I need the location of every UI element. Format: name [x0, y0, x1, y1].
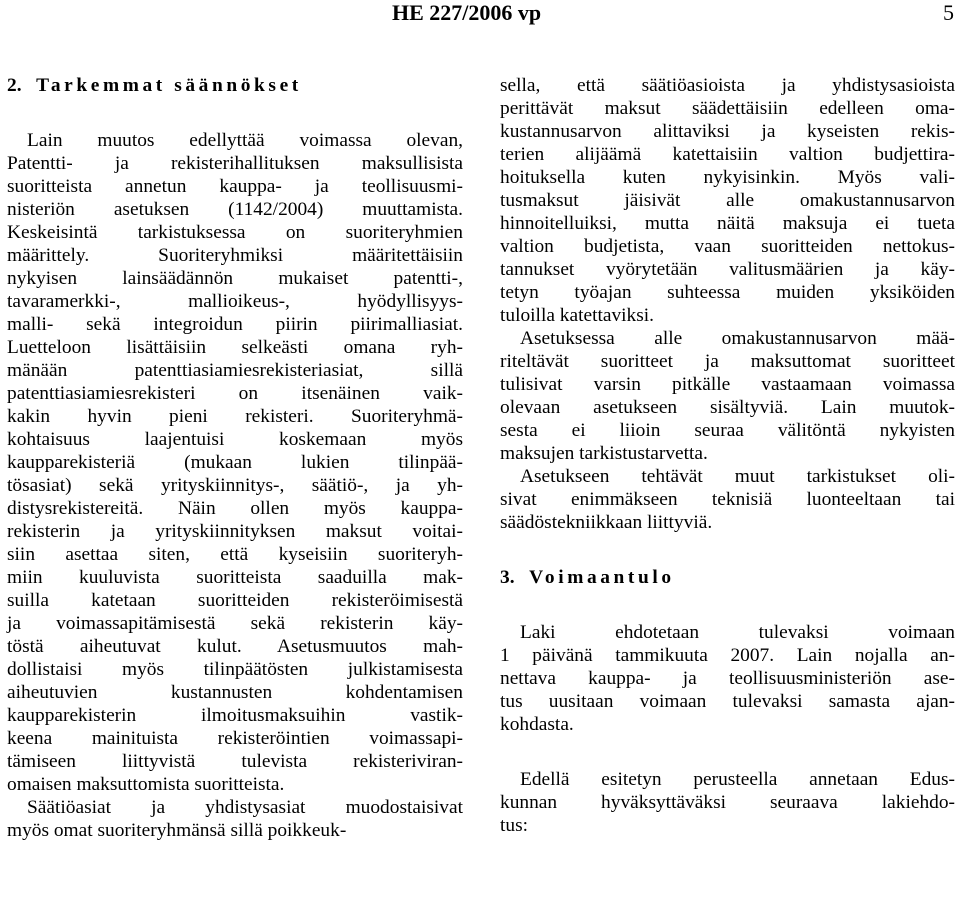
text-line: Edellä esitetyn perusteella annetaan Edus- [520, 769, 955, 790]
text-line: suilla katetaan suoritteiden rekisteröimisestä [7, 590, 463, 611]
text-line: kakin hyvin pieni rekisteri. Suoriteryhmä- [7, 406, 463, 427]
paragraph [500, 74, 955, 327]
text-line: Laki ehdotetaan tulevaksi voimaan [520, 622, 955, 643]
text-line: tannukset vyörytetään valitusmäärien ja käy- [500, 259, 955, 280]
text-line: terien alijäämä katettaisiin valtion budjettira- [500, 144, 955, 165]
text-line: valtion budjetista, vaan suoritteiden nettokus- [500, 236, 955, 257]
text-line: kaupparekisterin ilmoitusmaksuihin vastik- [7, 705, 463, 726]
paragraph [500, 465, 955, 534]
text-line: tavaramerkki-, mallioikeus-, hyödyllisyys- [7, 291, 463, 312]
paragraph [7, 129, 463, 796]
text-line: distysrekistereitä. Näin ollen myös kauppa- [7, 498, 463, 519]
paragraph [500, 768, 955, 837]
text-line: sesta ei liioin seuraa välitöntä nykyisten [500, 420, 955, 441]
paragraph [500, 621, 955, 736]
text-line: sivat enimmäkseen teknisiä luonteeltaan tai [500, 489, 955, 510]
text-line: 1 päivänä tammikuuta 2007. Lain nojalla an- [500, 645, 955, 666]
paragraph [500, 327, 955, 465]
text-line: hoituksella kuten nykyisinkin. Myös vali- [500, 167, 955, 188]
text-line: tus uusitaan voimaan tulevaksi samasta ajan- [500, 691, 955, 712]
text-line: tusmaksut jäisivät alle omakustannusarvon [500, 190, 955, 211]
text-line: kaupparekisteriä (mukaan lukien tilinpää- [7, 452, 463, 473]
text-line: tus: [500, 815, 529, 836]
text-line: säädöstekniikkaan liittyviä. [500, 512, 713, 533]
text-line: rekisterin ja yrityskiinnityksen maksut voitai- [7, 521, 463, 542]
text-line: mänään patenttiasiamiesrekisteriasiat, sillä [7, 360, 463, 381]
text-line: riteltävät suoritteet ja maksuttomat suoritteet [500, 351, 955, 372]
text-line: määrittely. Suoriteryhmiksi määritettäisiin [7, 245, 463, 266]
section-title: Voimaantulo [529, 567, 675, 588]
text-line: kohtaisuus laajentuisi koskemaan myös [7, 429, 463, 450]
text-line: tuloilla katettaviksi. [500, 305, 655, 326]
text-line: hinnoitelluiksi, mutta näitä maksuja ei tueta [500, 213, 955, 234]
right-column [500, 74, 955, 837]
section-number: 3. [500, 567, 515, 588]
text-line: nykyisen lainsäädännön mukaiset patentti-, [7, 268, 463, 289]
document-id: HE 227/2006 vp [392, 0, 542, 25]
text-line: Asetukseen tehtävät muut tarkistukset oli- [520, 466, 955, 487]
text-line: malli- sekä integroidun piirin piirimalliasiat. [7, 314, 463, 335]
text-line: tämiseen liittyvistä tulevista rekisteriviran- [7, 751, 463, 772]
text-line: sella, että säätiöasioista ja yhdistysasioista [500, 75, 955, 96]
page-number: 5 [943, 0, 954, 25]
text-line: Luetteloon lisättäisiin selkeästi omana ryh- [7, 337, 463, 358]
text-line: dollistaisi myös tilinpäätösten julkistamisesta [7, 659, 463, 680]
section-number: 2. [7, 75, 22, 96]
text-line: nettava kauppa- ja teollisuusministeriön ase- [500, 668, 955, 689]
text-line: myös omat suoriteryhmänsä sillä poikkeuk- [7, 820, 347, 841]
left-column [7, 74, 463, 842]
text-line: miin kuuluvista suoritteista saaduilla mak- [7, 567, 463, 588]
text-line: perittävät maksut säädettäisiin edelleen oma- [500, 98, 955, 119]
text-line: olevaan asetukseen sisältyviä. Lain muutok- [500, 397, 955, 418]
text-line: Asetuksessa alle omakustannusarvon mää- [520, 328, 955, 349]
text-line: kunnan hyväksyttäväksi seuraava lakiehdo- [500, 792, 955, 813]
text-line: nisteriön asetuksen (1142/2004) muuttamista. [7, 199, 463, 220]
section-title: Tarkemmat säännökset [36, 75, 302, 96]
text-line: patenttiasiamiesrekisteri on itsenäinen vaik- [7, 383, 463, 404]
text-line: aiheutuvien kustannusten kohdentamisen [7, 682, 463, 703]
paragraph [7, 796, 463, 842]
text-line: ja voimassapitämisestä sekä rekisterin käy- [7, 613, 463, 634]
text-line: Patentti- ja rekisterihallituksen maksullisista [7, 153, 463, 174]
text-line: maksujen tarkistustarvetta. [500, 443, 708, 464]
text-line: siin asettaa siten, että kyseisiin suoriteryh- [7, 544, 463, 565]
text-line: suoritteista annetun kauppa- ja teollisuusmi- [7, 176, 463, 197]
text-line: kohdasta. [500, 714, 574, 735]
text-line: tösasiat) sekä yrityskiinnitys-, säätiö-, ja yh- [7, 475, 463, 496]
text-line: tetyn työajan suhteessa muiden yksiköiden [500, 282, 955, 303]
text-line: Säätiöasiat ja yhdistysasiat muodostaisivat [27, 797, 463, 818]
text-line: tulisivat varsin pitkälle vastaamaan voimassa [500, 374, 955, 395]
text-line: töstä aiheutuvat kulut. Asetusmuutos mah- [7, 636, 463, 657]
section-heading-2 [7, 74, 463, 97]
text-line: Lain muutos edellyttää voimassa olevan, [27, 130, 463, 151]
text-line: kustannusarvon alittaviksi ja kyseisten rekis- [500, 121, 955, 142]
text-line: keena mainituista rekisteröintien voimassapi- [7, 728, 463, 749]
section-heading-3 [500, 566, 955, 589]
text-line: omaisen maksuttomista suoritteista. [7, 774, 285, 795]
text-line: Keskeisintä tarkistuksessa on suoriteryhmien [7, 222, 463, 243]
